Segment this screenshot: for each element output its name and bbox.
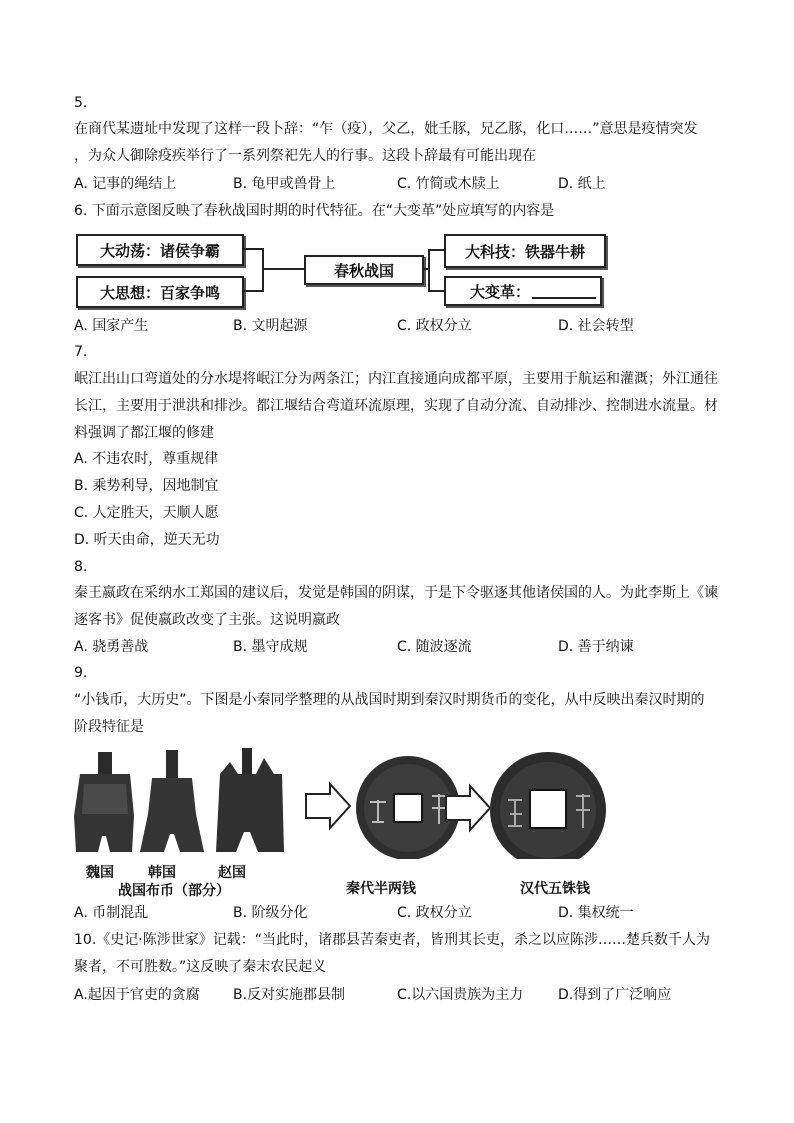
q6-stem: 6. 下面示意图反映了春秋战国时期的时代特征。在“大变革”处应填写的内容是: [74, 203, 555, 219]
q9-option-a: A. 币制混乱: [74, 905, 149, 921]
q10-stem-line2: 聚者，不可胜数。”这反映了秦末农民起义: [74, 959, 327, 975]
q8-option-a: A. 骁勇善战: [74, 639, 149, 655]
q9-number: 9.: [74, 665, 88, 681]
q9-option-b: B. 阶级分化: [233, 905, 308, 921]
qin-banliang-coin-icon: [356, 756, 460, 859]
label-zhao: 赵国: [218, 865, 246, 881]
wei-spade-coin-icon: [74, 752, 134, 852]
connector: [428, 290, 444, 292]
q6-option-d: D. 社会转型: [558, 318, 634, 334]
q7-option-a: A. 不违农时，尊重规律: [74, 451, 219, 467]
q7-stem-line3: 料强调了都江堰的修建: [74, 425, 214, 441]
q5-stem-line2: ，为众人御除疫疾举行了一系列祭祀先人的行事。这段卜辞最有可能出现在: [74, 148, 536, 164]
caption-qin-coin: 秦代半两钱: [346, 881, 416, 897]
q7-option-c: C. 人定胜天，天顺人愿: [74, 505, 219, 521]
diagram-box-reform: [444, 276, 602, 306]
caption-spade-coins: 战国布币（部分）: [118, 883, 230, 899]
connector: [428, 249, 430, 292]
q5-option-d: D. 纸上: [558, 176, 606, 192]
q5-option-c: C. 竹简或木牍上: [397, 176, 500, 192]
q6-option-c: C. 政权分立: [397, 318, 472, 334]
han-wuzhu-coin-icon: [490, 752, 606, 859]
q8-stem-line2: 逐客书》促使嬴政改变了主张。这说明嬴政: [74, 612, 340, 628]
q8-option-d: D. 善于纳谏: [558, 639, 634, 655]
q7-option-d: D. 听天由命，逆天无功: [74, 532, 220, 548]
connector: [242, 290, 264, 292]
han-spade-coin-icon: [140, 750, 204, 852]
q6-option-a: A. 国家产生: [74, 318, 149, 334]
arrow-right-icon: [306, 784, 350, 828]
q9-option-c: C. 政权分立: [397, 905, 472, 921]
q8-option-c: C. 随波逐流: [397, 639, 472, 655]
q7-option-b: B. 乘势利导，因地制宜: [74, 478, 219, 494]
q5-option-b: B. 龟甲或兽骨上: [233, 176, 336, 192]
q5-number: 5.: [74, 95, 88, 111]
diagram-box-upheaval: 大动荡：诸侯争霸: [76, 234, 244, 266]
caption-han-coin: 汉代五铢钱: [520, 881, 590, 897]
diagram-box-center: 春秋战国: [304, 255, 424, 285]
q10-option-a: A.起因于官吏的贪腐: [74, 987, 200, 1003]
connector: [242, 248, 264, 250]
q9-option-d: D. 集权统一: [558, 905, 634, 921]
q9-stem-line2: 阶段特征是: [74, 719, 144, 735]
label-wei: 魏国: [86, 865, 114, 881]
diagram-box-reform-label: 大变革：: [470, 282, 531, 301]
q10-option-b: B.反对实施郡县制: [233, 987, 346, 1003]
q5-option-a: A. 记事的绳结上: [74, 176, 177, 192]
zhao-spade-coin-icon: [216, 748, 284, 852]
q10-option-d: D.得到了广泛响应: [558, 987, 672, 1003]
q7-number: 7.: [74, 344, 88, 360]
q8-number: 8.: [74, 559, 88, 575]
q5-stem-line1: 在商代某遗址中发现了这样一段卜辞：“乍（疫），父乙，妣壬豚，兄乙豚，化口……”意思是疫情突发: [74, 121, 698, 137]
q6-option-b: B. 文明起源: [233, 318, 308, 334]
diagram-box-thought: 大思想：百家争鸣: [76, 276, 244, 308]
connector: [428, 249, 444, 251]
q7-stem-line2: 长江，主要用于泄洪和排沙。都江堰结合弯道环流原理，实现了自动分流、自动排沙、控制进水流量。材: [74, 398, 718, 414]
connector: [262, 248, 264, 292]
coin-illustrations: [70, 744, 630, 859]
diagram-box-technology: 大科技：铁器牛耕: [444, 234, 606, 268]
q8-stem-line1: 秦王嬴政在采纳水工郑国的建议后，发觉是韩国的阴谋，于是下令驱逐其他诸侯国的人。为此李斯上《谏: [74, 585, 718, 601]
label-han-state: 韩国: [148, 865, 176, 881]
q9-stem-line1: “小钱币，大历史”。下图是小秦同学整理的从战国时期到秦汉时期货币的变化，从中反映出秦汉时期的: [74, 692, 705, 708]
diagram-blank-line: [532, 283, 596, 299]
q7-stem-line1: 岷江出山口弯道处的分水堤将岷江分为两条江；内江直接通向成都平原，主要用于航运和灌溉；外江通往: [74, 371, 718, 387]
connector: [262, 268, 304, 270]
q8-option-b: B. 墨守成规: [233, 639, 308, 655]
q10-option-c: C.以六国贵族为主力: [397, 987, 524, 1003]
q10-stem-line1: 10.《史记·陈涉世家》记载：“当此时，诸郡县苦秦吏者，皆刑其长吏，杀之以应陈涉……楚兵数千人为: [74, 932, 710, 948]
